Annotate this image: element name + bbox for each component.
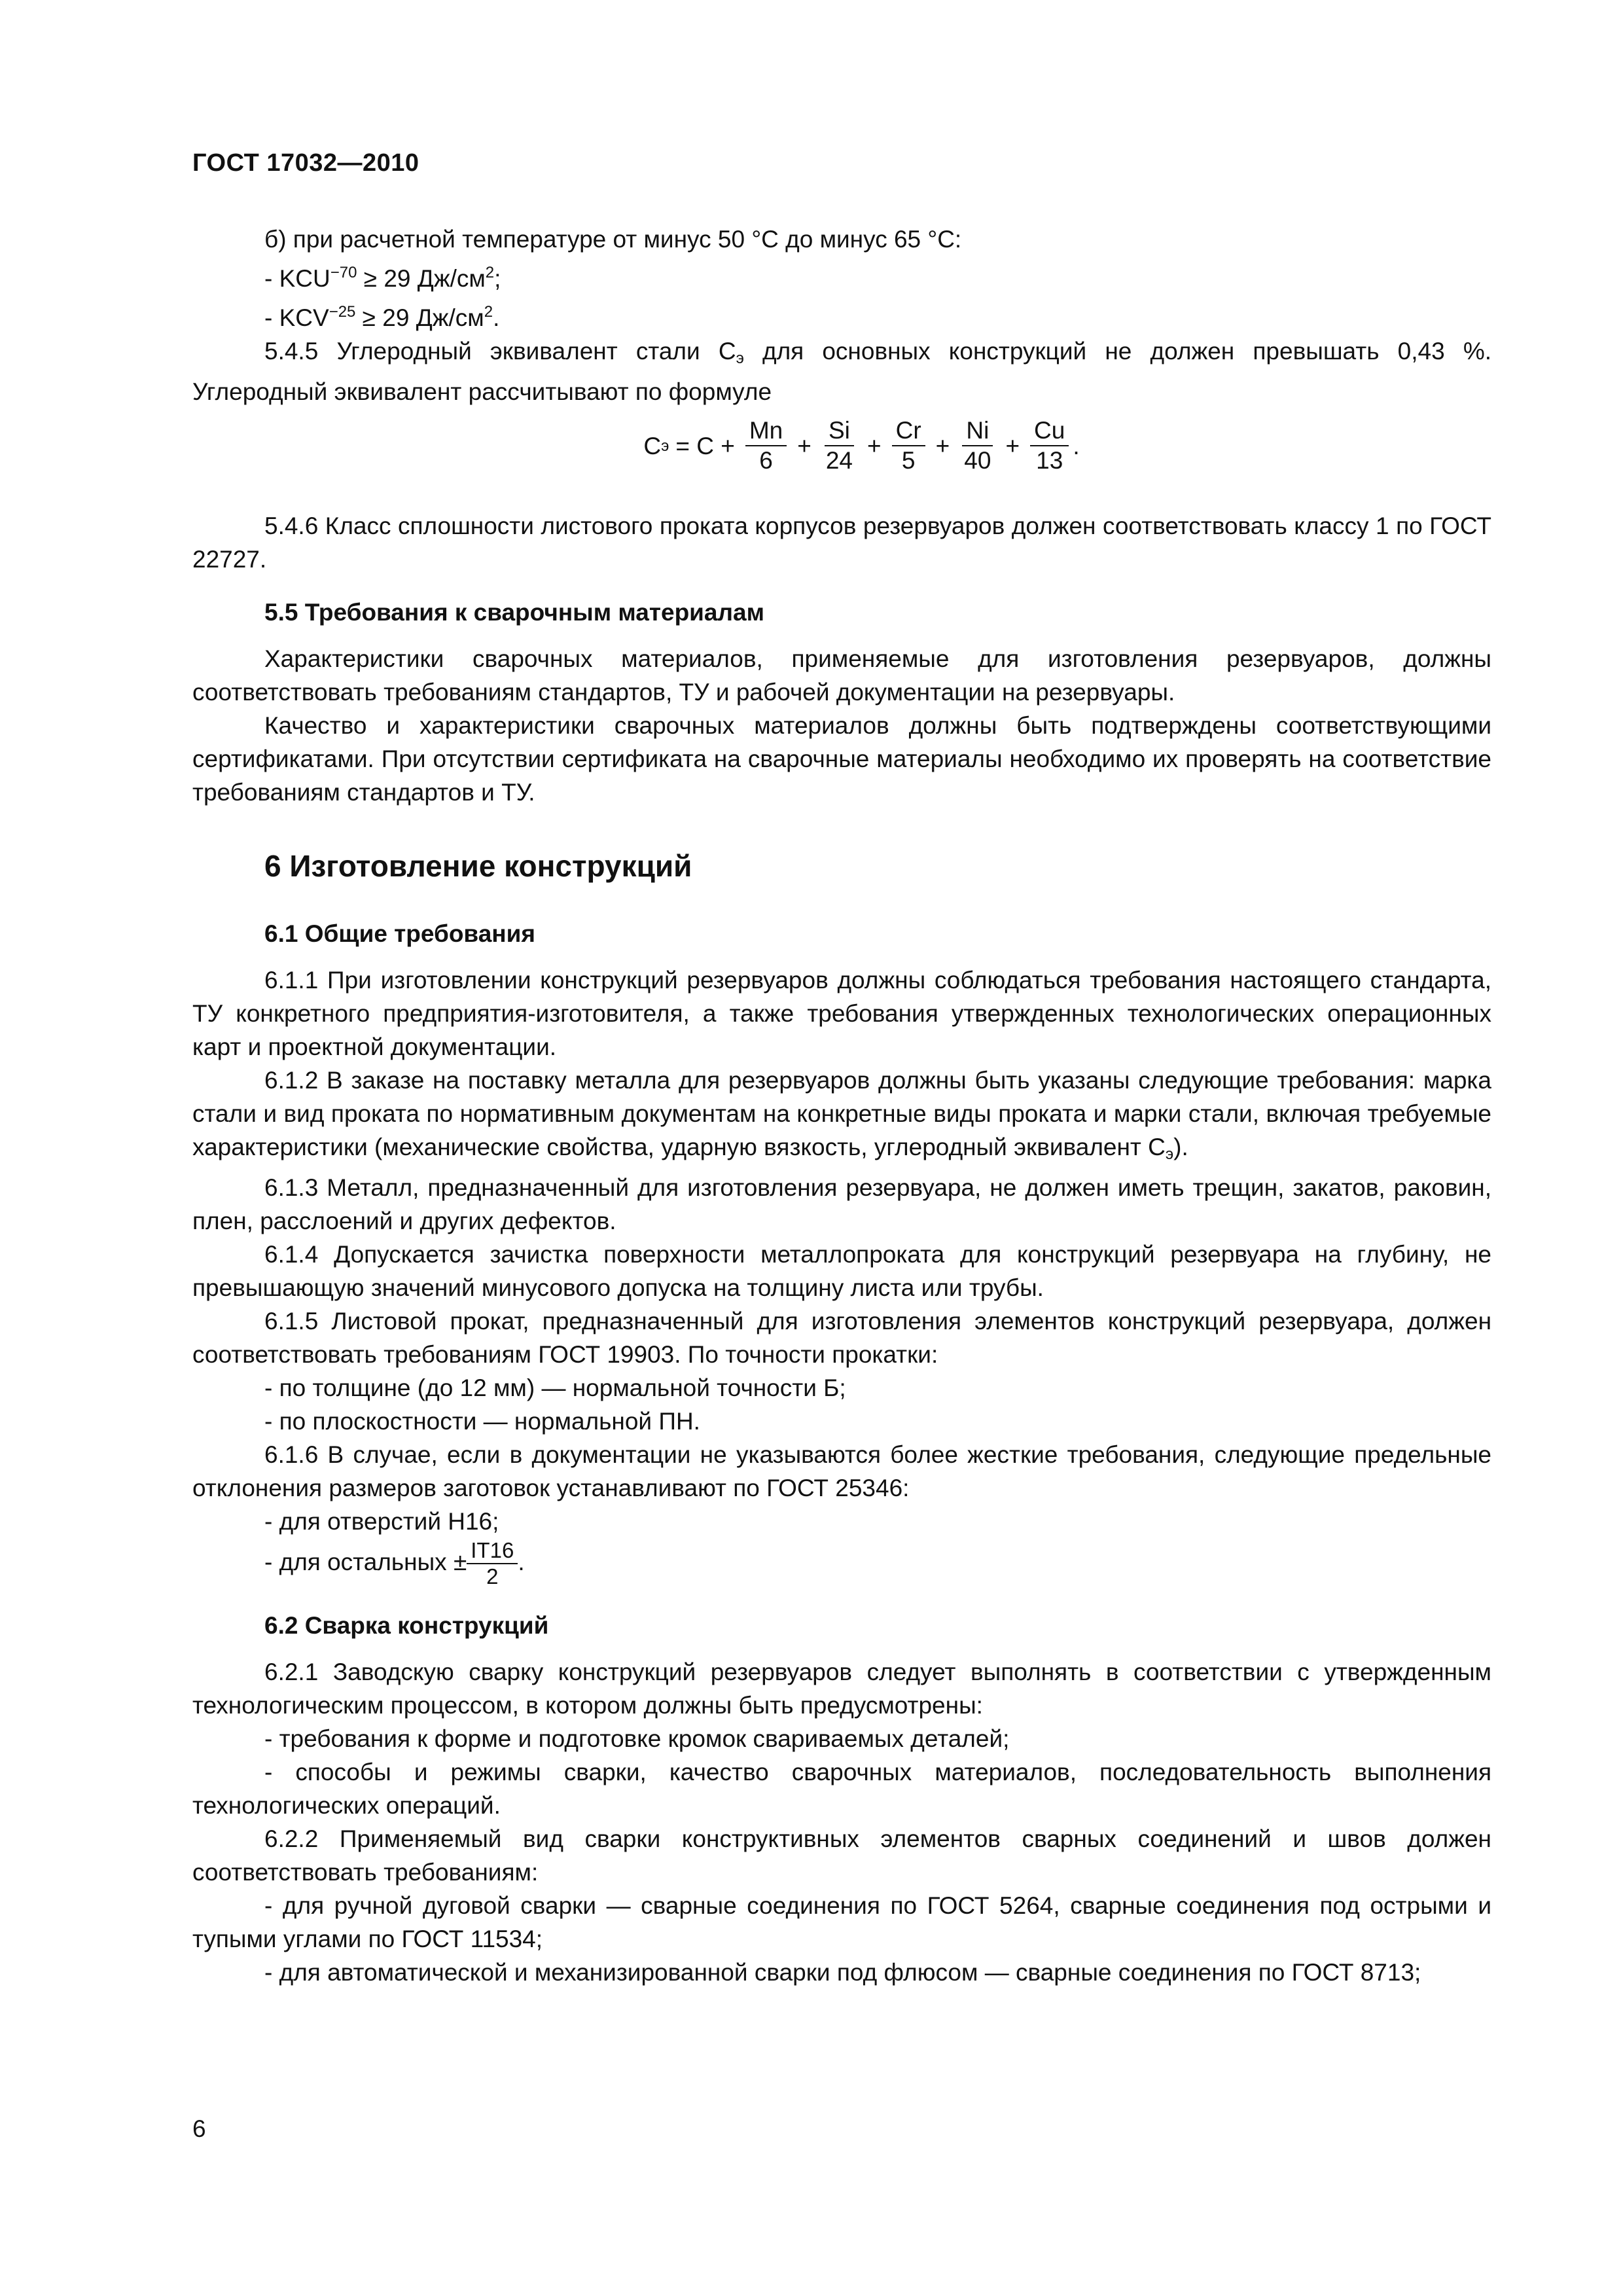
list-item-6-1-5-b: - по плоскостности — нормальной ПН. [264,1408,700,1435]
li616b-text: - для остальных ± [264,1548,467,1575]
paragraph-6-2-2: 6.2.2 Применяемый вид сварки конструктивных элементов сварных соединений и швов должен соответствовать требованиям: [192,1825,1491,1886]
formula-term [960,416,995,475]
term-num: Si [825,416,854,446]
fraction-den: 2 [486,1564,499,1588]
kcv-requirement [192,295,1491,334]
list-item-6-1-6-a: - для отверстий Н16; [264,1508,499,1535]
kcu-end: ; [494,265,501,292]
paragraph-6-1-4: 6.1.4 Допускается зачистка поверхности металлопроката для конструкций резервуара на глубину, не превышающую значений минусового допуска на толщину листа или трубы. [192,1241,1491,1301]
list-item-6-1-5-a: - по толщине (до 12 мм) — нормальной точности Б; [264,1374,846,1401]
li616b-end: . [518,1548,525,1575]
kcv-label: - KCV [264,304,329,331]
term-num: Cu [1030,416,1069,446]
heading-6-1: 6.1 Общие требования [264,920,535,947]
term-num: Ni [962,416,993,446]
heading-6-2: 6.2 Сварка конструкций [264,1612,549,1639]
formula-equals: = С + [675,432,735,459]
term-num: Mn [745,416,787,446]
tolerance-fraction [467,1538,518,1589]
p612-sub: э [1165,1145,1174,1163]
paragraph-5-5-b: Качество и характеристики сварочных материалов должны быть подтверждены соответствующими сертификатами. При отсутствии сертификата на сварочные материалы необходимо их проверять на соответствие требованиям стандартов и ТУ. [192,712,1491,806]
kcv-end: . [493,304,500,331]
formula-term [822,416,857,475]
formula-plus: + [1005,432,1020,459]
term-num: Cr [892,416,925,446]
formula-lhs: С [643,432,662,459]
term-den: 24 [825,447,853,474]
list-item-6-2-2-b: - для автоматической и механизированной сварки под флюсом — сварные соединения по ГОСТ 8713; [264,1959,1421,1986]
p612-text-a: 6.1.2 В заказе на поставку металла для резервуаров должны быть указаны следующие требования: марка стали и вид проката по нормативным документам на конкретные виды проката и марки стали, включая требуемые характеристики (механические свойства, ударную вязкость, углеродный эквивалент С [192,1067,1491,1160]
paragraph-6-2-1: 6.2.1 Заводскую сварку конструкций резервуаров следует выполнять в соответствии с утвержденным технологическим процессом, в котором должны быть предусмотрены: [192,1659,1491,1719]
paragraph-5-5-a: Характеристики сварочных материалов, применяемые для изготовления резервуаров, должны соответствовать требованиям стандартов, ТУ и рабочей документации на резервуары. [192,645,1491,706]
kcv-value: ≥ 29 Дж/см [355,304,484,331]
term-den: 13 [1036,447,1063,474]
carbon-equivalent-formula [192,416,1491,475]
heading-section-6: 6 Изготовление конструкций [264,849,692,883]
formula-term [745,416,787,475]
paragraph-6-1-1: 6.1.1 При изготовлении конструкций резервуаров должны соблюдаться требования настоящего стандарта, ТУ конкретного предприятия-изготовителя, а также требования утвержденных технологических операционных карт и проектной документации. [192,967,1491,1060]
kcu-label: - KCU [264,265,330,292]
kcu-value: ≥ 29 Дж/см [357,265,486,292]
formula-plus: + [797,432,812,459]
formula-plus: + [935,432,950,459]
kcu-requirement [192,256,1491,295]
list-item-6-2-1-b: - способы и режимы сварки, качество сварочных материалов, последовательность выполнения технологических операций. [192,1759,1491,1819]
kcv-unit-exp: 2 [484,303,493,321]
condition-b: б) при расчетной температуре от минус 50 °С до минус 65 °С: [264,226,962,253]
formula-lhs-sub: э [661,437,669,455]
fraction-num: IT16 [467,1538,518,1564]
document-body [192,223,1491,1989]
kcv-temp: −25 [329,303,356,321]
paragraph-5-4-6: 5.4.6 Класс сплошности листового проката корпусов резервуаров должен соответствовать классу 1 по ГОСТ 22727. [192,512,1491,573]
kcu-temp: −70 [330,264,357,281]
formula-term [892,416,925,475]
term-den: 5 [901,447,916,474]
paragraph-6-1-5: 6.1.5 Листовой прокат, предназначенный для изготовления элементов конструкций резервуара, должен соответствовать требованиям ГОСТ 19903. По точности прокатки: [192,1308,1491,1368]
formula-plus: + [867,432,882,459]
formula-term [1030,416,1069,475]
paragraph-6-1-3: 6.1.3 Металл, предназначенный для изготовления резервуара, не должен иметь трещин, закатов, раковин, плен, расслоений и других дефектов. [192,1174,1491,1234]
paragraph-6-1-6: 6.1.6 В случае, если в документации не указываются более жесткие требования, следующие предельные отклонения размеров заготовок устанавливают по ГОСТ 25346: [192,1441,1491,1501]
document-header: ГОСТ 17032—2010 [192,149,419,177]
p545-text-a: 5.4.5 Углеродный эквивалент стали С [264,338,736,365]
kcu-unit-exp: 2 [485,264,495,281]
p612-text-b: ). [1173,1134,1188,1160]
list-item-6-1-6-b [192,1538,1491,1589]
paragraph-5-4-5 [192,334,1491,408]
paragraph-6-1-2 [192,1064,1491,1171]
list-item-6-2-1-a: - требования к форме и подготовке кромок свариваемых деталей; [264,1725,1010,1752]
page-number: 6 [192,2115,206,2142]
formula-end: . [1073,432,1080,459]
p545-sub: э [736,350,744,367]
heading-5-5: 5.5 Требования к сварочным материалам [264,599,764,626]
term-den: 40 [964,447,991,474]
p545-text-b: для основных конструкций не должен превышать 0,43 %. Углеродный эквивалент рассчитывают по формуле [192,338,1491,405]
term-den: 6 [759,447,773,474]
list-item-6-2-2-a: - для ручной дуговой сварки — сварные соединения по ГОСТ 5264, сварные соединения под острыми и тупыми углами по ГОСТ 11534; [192,1892,1491,1952]
